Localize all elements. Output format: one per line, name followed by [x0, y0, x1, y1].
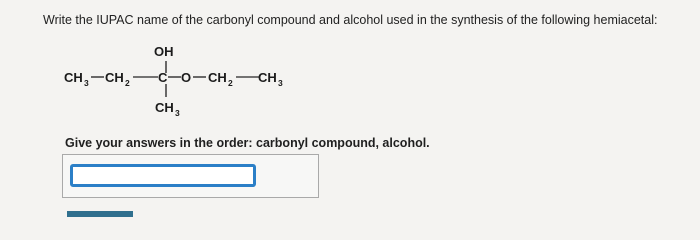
central-carbon-label: C: [158, 70, 168, 85]
methyl-branch-label: CH: [155, 100, 174, 115]
ch2-right-subscript: 2: [228, 78, 233, 88]
ch3-right-subscript: 3: [278, 78, 283, 88]
ch3-left-subscript: 3: [84, 78, 89, 88]
answer-input[interactable]: [70, 164, 256, 187]
answer-order-instructions: Give your answers in the order: carbonyl compound, alcohol.: [65, 136, 430, 150]
ch2-left-subscript: 2: [125, 78, 130, 88]
ether-oxygen-label: O: [181, 70, 192, 85]
ch3-left-label: CH: [64, 70, 83, 85]
submit-button[interactable]: [67, 211, 133, 217]
hydroxyl-group-label: OH: [154, 44, 174, 59]
ch2-right-label: CH: [208, 70, 227, 85]
ch3-right-label: CH: [258, 70, 277, 85]
methyl-branch-subscript: 3: [175, 108, 180, 118]
question-prompt: Write the IUPAC name of the carbonyl compound and alcohol used in the synthesis of the following hemiacetal:: [43, 13, 658, 27]
ch2-left-label: CH: [105, 70, 124, 85]
